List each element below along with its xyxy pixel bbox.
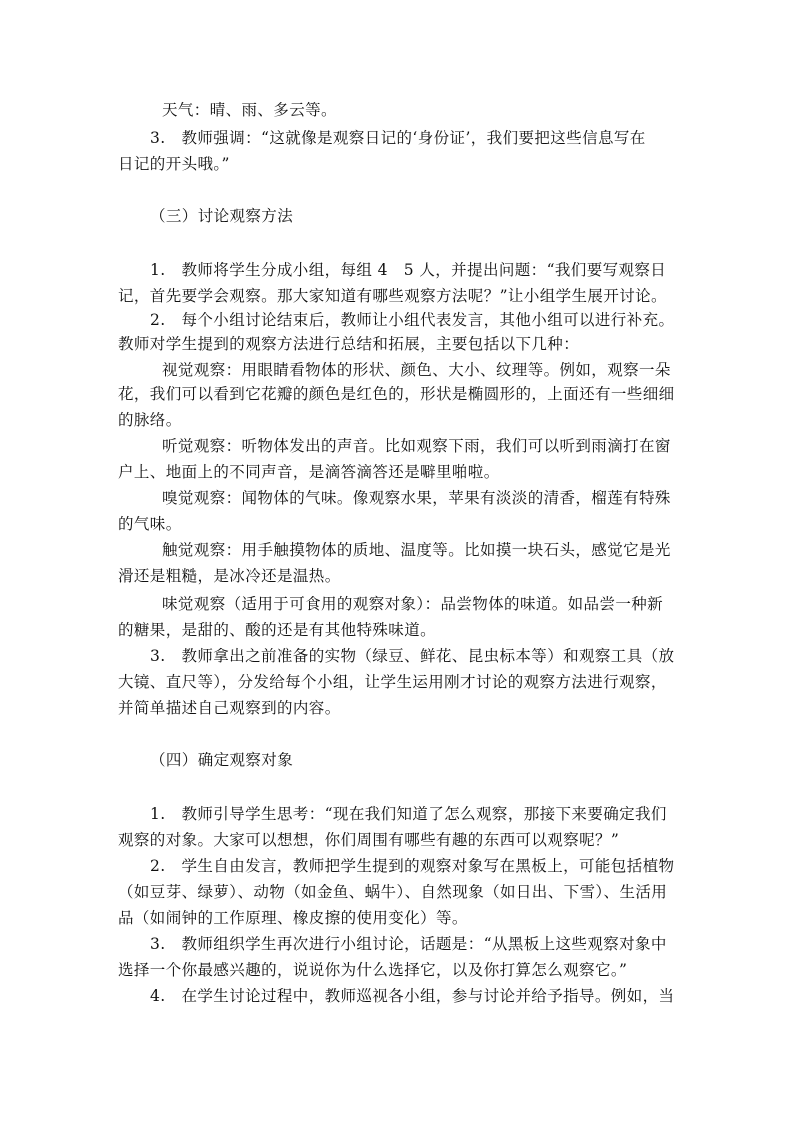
para-3-line-2: 日记的开头哦。” — [118, 155, 230, 173]
para-4-2-line-2: （如豆芽、绿萝）、动物（如金鱼、蜗牛）、自然现象（如日出、下雪）、生活用 — [118, 883, 668, 901]
olfactory-line-2: 的气味。 — [118, 515, 182, 533]
para-4-2-line-1: 2. 学生自由发言，教师把学生提到的观察对象写在黑板上，可能包括植物 — [150, 857, 675, 875]
para-2-line-2: 教师对学生提到的观察方法进行总结和拓展，主要包括以下几种： — [118, 335, 580, 353]
para-4-3-line-1: 3. 教师组织学生再次进行小组讨论，话题是：“从黑板上这些观察对象中 — [150, 935, 667, 953]
para-2-line-1: 2. 每个小组讨论结束后，教师让小组代表发言，其他小组可以进行补充。 — [150, 311, 675, 329]
olfactory-line-1: 嗅觉观察：闻物体的气味。像观察水果，苹果有淡淡的清香，榴莲有特殊 — [162, 489, 671, 507]
para-1-line-2: 记，首先要学会观察。那大家知道有哪些观察方法呢？”让小组学生展开讨论。 — [118, 287, 667, 305]
para-4-1-line-1: 1. 教师引导学生思考：“现在我们知道了怎么观察，那接下来要确定我们 — [150, 805, 667, 823]
visual-line-3: 的脉络。 — [118, 411, 182, 429]
auditory-line-1: 听觉观察：听物体发出的声音。比如观察下雨，我们可以听到雨滴打在窗 — [162, 437, 671, 455]
section-heading-4: （四）确定观察对象 — [150, 751, 294, 769]
auditory-line-2: 户上、地面上的不同声音，是滴答滴答还是噼里啪啦。 — [118, 463, 500, 481]
weather-line: 天气：晴、雨、多云等。 — [162, 101, 337, 119]
para-4-1-line-2: 观察的对象。大家可以想想，你们周围有哪些有趣的东西可以观察呢？” — [118, 831, 620, 849]
visual-line-2: 花，我们可以看到它花瓣的颜色是红色的，形状是椭圆形的，上面还有一些细细 — [118, 385, 675, 403]
taste-line-2: 的糖果，是甜的、酸的还是有其他特殊味道。 — [118, 621, 437, 639]
visual-line-1: 视觉观察：用眼睛看物体的形状、颜色、大小、纹理等。例如，观察一朵 — [162, 361, 671, 379]
section-heading-3: （三）讨论观察方法 — [150, 207, 294, 225]
para-3-line-1: 3. 教师强调：“这就像是观察日记的‘身份证’，我们要把这些信息写在 — [150, 129, 646, 147]
tactile-line-2: 滑还是粗糙，是冰冷还是温热。 — [118, 567, 341, 585]
para-4-4-line-1: 4. 在学生讨论过程中，教师巡视各小组，参与讨论并给予指导。例如，当 — [150, 987, 675, 1005]
para-4-2-line-3: 品（如闹钟的工作原理、橡皮擦的使用变化）等。 — [118, 909, 468, 927]
para-3b-line-1: 3. 教师拿出之前准备的实物（绿豆、鲜花、昆虫标本等）和观察工具（放 — [150, 647, 675, 665]
para-1-line-1: 1. 教师将学生分成小组，每组 4 5 人，并提出问题：“我们要写观察日 — [150, 261, 667, 279]
tactile-line-1: 触觉观察：用手触摸物体的质地、温度等。比如摸一块石头，感觉它是光 — [162, 541, 671, 559]
para-3b-line-3: 并简单描述自己观察到的内容。 — [118, 699, 341, 717]
para-4-3-line-2: 选择一个你最感兴趣的，说说你为什么选择它，以及你打算怎么观察它。” — [118, 961, 628, 979]
taste-line-1: 味觉观察（适用于可食用的观察对象）：品尝物体的味道。如品尝一种新 — [162, 595, 664, 613]
para-3b-line-2: 大镜、直尺等），分发给每个小组，让学生运用刚才讨论的观察方法进行观察， — [118, 673, 667, 691]
